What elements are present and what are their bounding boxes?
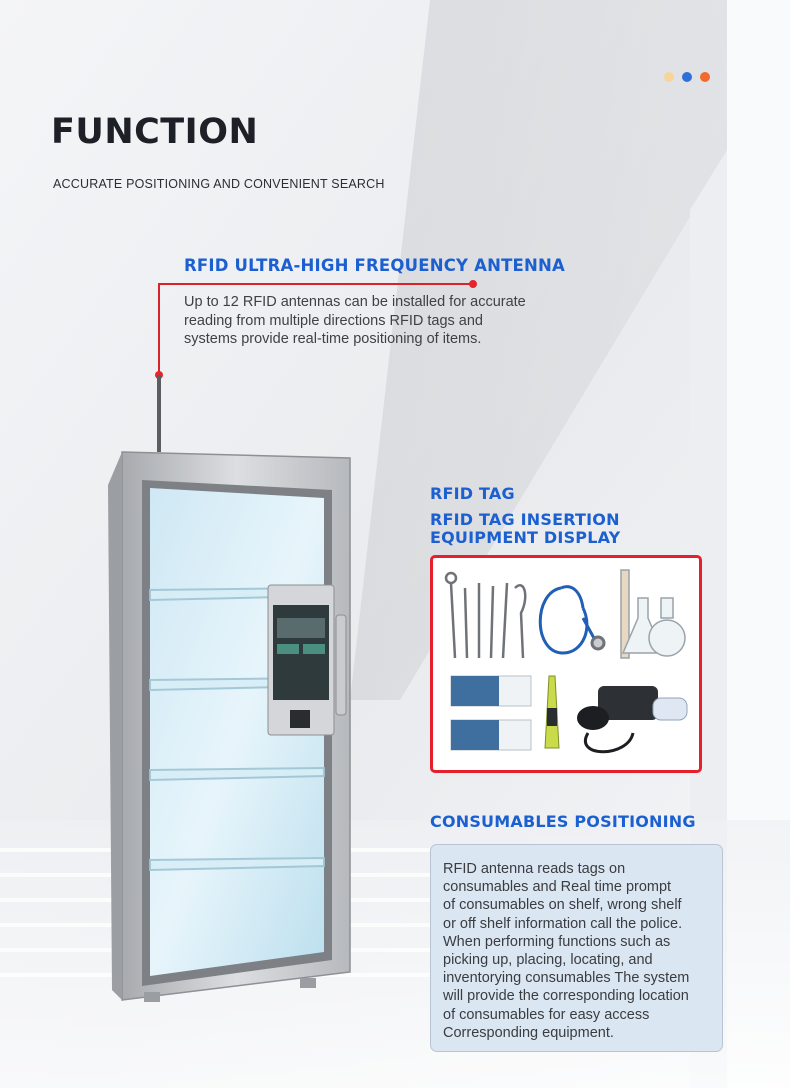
consumables-line-2: consumables and Real time prompt [443,879,672,896]
decorative-dots [664,72,710,82]
blood-pressure-cuff-icon [577,686,687,752]
antenna-callout-dot-end [469,280,477,288]
door-handle [336,615,346,715]
antenna-line-1: Up to 12 RFID antennas can be installed for accurate [184,294,526,310]
rfid-smart-cabinet [104,360,364,1010]
rfid-tag-insertion-heading-line-1: RFID TAG INSERTION [430,510,620,529]
cabinet-foot-left [144,992,160,1002]
equipment-display-box [430,555,702,773]
consumables-line-1: RFID antenna reads tags on [443,861,626,877]
consumables-line-8: will provide the corresponding location [443,988,689,1005]
dot-yellow [664,72,674,82]
consumables-line-10: Corresponding equipment. [443,1024,614,1041]
antenna-description [184,293,574,349]
consumables-line-4: or off shelf information call the police. [443,915,683,932]
rfid-tag-insertion-heading-line-2: EQUIPMENT DISPLAY [430,528,621,547]
antenna-callout-horizontal [158,283,473,285]
stethoscope-icon [540,587,604,653]
card-reader [290,710,310,728]
page-title: FUNCTION [51,112,259,152]
rfid-tag-heading: RFID TAG [430,484,515,503]
dot-orange [700,72,710,82]
consumable-pack-icon [451,676,531,750]
consumables-line-3: of consumables on shelf, wrong shelf [443,897,682,914]
cabinet-side [108,452,122,1000]
consumables-line-9: of consumables for easy access [443,1006,650,1023]
consumables-line-6: picking up, placing, locating, and [443,952,653,969]
equipment-illustrations [433,558,699,770]
consumables-description-box [430,844,723,1052]
dental-instruments-icon [446,573,525,658]
lab-glassware-icon [621,570,685,658]
antenna-line-2: reading from multiple directions RFID tags and [184,312,483,329]
consumables-description [443,860,718,1042]
antenna-heading: RFID ULTRA-HIGH FREQUENCY ANTENNA [184,256,566,275]
antenna-line-3: systems provide real-time positioning of items. [184,331,482,347]
consumables-line-5: When performing functions such as [443,933,671,950]
dot-blue [682,72,692,82]
page-subtitle: ACCURATE POSITIONING AND CONVENIENT SEARCH [53,177,385,191]
cabinet-foot-right [300,978,316,988]
digital-thermometer-icon [545,676,559,748]
consumables-line-7: inventorying consumables The system [443,970,690,987]
consumables-heading: CONSUMABLES POSITIONING [430,812,696,831]
